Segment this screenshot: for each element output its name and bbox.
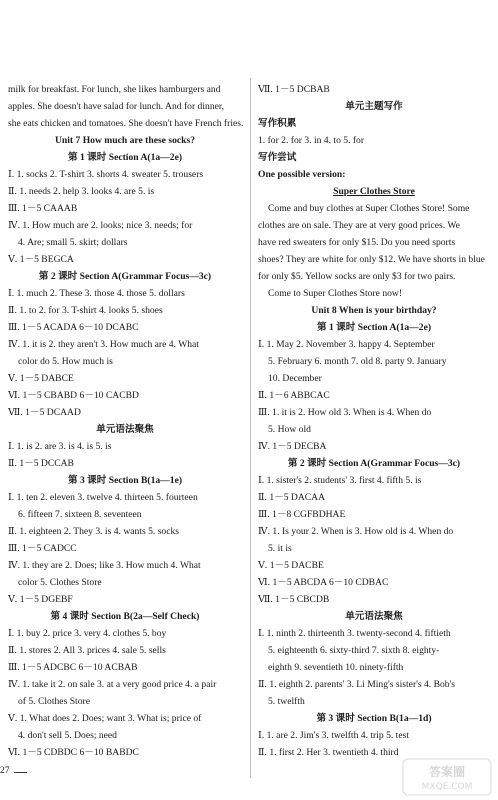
answer-line: Ⅴ. 1. What does 2. Does; want 3. What is; price of bbox=[8, 713, 202, 724]
answer-line: Ⅴ. 1－5 BEGCA bbox=[8, 254, 74, 265]
answer-line: Ⅰ. 1. socks 2. T-shirt 3. shorts 4. sweater 5. trousers bbox=[8, 169, 204, 180]
answer-line: Ⅲ. 1－5 CADCC bbox=[8, 543, 77, 554]
answer-line: 6. fifteen 7. sixteen 8. seventeen bbox=[18, 509, 142, 520]
answer-line: Ⅱ. 1. eighteen 2. They 3. is 4. wants 5. socks bbox=[8, 526, 180, 537]
essay-title: Super Clothes Store bbox=[333, 186, 415, 197]
sub-heading: 写作尝试 bbox=[258, 152, 297, 163]
essay-line: have red sweaters for only $15. Do you need sports bbox=[258, 237, 456, 248]
lesson-heading: 第 3 课时 Section B(1a—1d) bbox=[316, 713, 432, 724]
lesson-heading: 第 3 课时 Section B(1a—1e) bbox=[67, 475, 183, 486]
lesson-heading: 第 4 课时 Section B(2a—Self Check) bbox=[50, 611, 200, 622]
answer-line: Ⅳ. 1. it is 2. they aren't 3. How much are 4. What bbox=[8, 339, 199, 350]
essay-line: clothes are on sale. They are at very good prices. We bbox=[258, 220, 460, 231]
answer-line: Ⅴ. 1－5 DACBE bbox=[258, 560, 324, 571]
answer-line: Ⅰ. 1. ten 2. eleven 3. twelve 4. thirteen 5. fourteen bbox=[8, 492, 198, 503]
lesson-heading: 第 1 课时 Section A(1a—2e) bbox=[67, 152, 183, 163]
answer-line: Ⅵ. 1－5 CDBDC 6－10 BABDC bbox=[8, 747, 139, 758]
svg-text:答案圈: 答案圈 bbox=[428, 765, 466, 779]
page-number: 27 bbox=[0, 765, 10, 776]
answer-line: Ⅰ. 1. much 2. These 3. those 4. those 5. dollars bbox=[8, 288, 185, 299]
section-heading: 单元语法聚焦 bbox=[96, 424, 154, 435]
essay-line: shoes? They are white for only $12. We have shorts in blue bbox=[258, 254, 485, 265]
answer-line: Ⅰ. 1. are 2. Jim's 3. twelfth 4. trip 5. test bbox=[258, 730, 410, 741]
text-line: she eats chicken and tomatoes. She doesn't have French fries. bbox=[8, 118, 244, 129]
answer-line: Ⅳ. 1. they are 2. Does; like 3. How much 4. What bbox=[8, 560, 201, 571]
answer-line: Ⅳ. 1. How much are 2. looks; nice 3. needs; for bbox=[8, 220, 193, 231]
answer-line: Ⅲ. 1－5 ADCBC 6－10 ACBAB bbox=[8, 662, 138, 673]
answer-line: Ⅱ. 1. needs 2. help 3. looks 4. are 5. is bbox=[8, 186, 155, 197]
sub-heading: One possible version: bbox=[258, 169, 346, 180]
answer-line: Ⅲ. 1. it is 2. How old 3. When is 4. When do bbox=[258, 407, 432, 418]
answer-line: 4. Are; small 5. skirt; dollars bbox=[18, 237, 128, 248]
answer-line: 10. December bbox=[268, 373, 322, 384]
answer-line: Ⅶ. 1－5 DCAAD bbox=[8, 407, 81, 418]
answer-line: of 5. Clothes Store bbox=[18, 696, 90, 707]
essay-line: Come to Super Clothes Store now! bbox=[268, 288, 403, 299]
answer-line: Ⅳ. 1－5 DECBA bbox=[258, 441, 327, 452]
answer-line: Ⅴ. 1－5 DGEBF bbox=[8, 594, 73, 605]
answer-line: Ⅱ. 1. to 2. for 3. T-shirt 4. looks 5. shoes bbox=[8, 305, 163, 316]
answer-line: Ⅰ. 1. ninth 2. thirteenth 3. twenty-second 4. fiftieth bbox=[258, 628, 451, 639]
answer-line: Ⅲ. 1－5 CAAAB bbox=[8, 203, 78, 214]
essay-line: for only $5. Yellow socks are only $3 for two pairs. bbox=[258, 271, 456, 282]
answer-line: Ⅲ. 1－8 CGFBDHAE bbox=[258, 509, 346, 520]
text-line: apples. She doesn't have salad for lunch. And for dinner, bbox=[8, 101, 225, 112]
answer-line: color do 5. How much is bbox=[18, 356, 113, 367]
answer-line: Ⅶ. 1－5 CBCDB bbox=[258, 594, 330, 605]
sub-heading: 写作积累 bbox=[258, 118, 297, 129]
answer-line: 5. eighteenth 6. sixty-third 7. sixth 8. eighty- bbox=[268, 645, 440, 656]
lesson-heading: 第 1 课时 Section A(1a—2e) bbox=[316, 322, 432, 333]
answer-line: 5. How old bbox=[268, 424, 311, 435]
lesson-heading: 第 2 课时 Section A(Grammar Focus—3c) bbox=[38, 271, 212, 282]
answer-line: color 5. Clothes Store bbox=[18, 577, 102, 588]
page-number-rule bbox=[14, 772, 27, 773]
answer-line: eighth 9. seventieth 10. ninety-fifth bbox=[268, 662, 404, 673]
lesson-heading: 第 2 课时 Section A(Grammar Focus—3c) bbox=[287, 458, 461, 469]
answer-line: Ⅱ. 1. first 2. Her 3. twentieth 4. third bbox=[258, 747, 399, 758]
watermark-graphic bbox=[402, 758, 492, 796]
answer-line: Ⅶ. 1－5 DCBAB bbox=[258, 84, 330, 95]
essay-line: Come and buy clothes at Super Clothes Store! Some bbox=[268, 203, 470, 214]
answer-line: Ⅰ. 1. is 2. are 3. is 4. is 5. is bbox=[8, 441, 112, 452]
answer-line: Ⅳ. 1. Is your 2. When is 3. How old is 4. When do bbox=[258, 526, 454, 537]
answer-line: Ⅴ. 1－5 DABCE bbox=[8, 373, 74, 384]
answer-line: 5. twelfth bbox=[268, 696, 305, 707]
answer-line: Ⅵ. 1－5 ABCDA 6－10 CDBAC bbox=[258, 577, 389, 588]
text-line: milk for breakfast. For lunch, she likes hamburgers and bbox=[8, 84, 221, 95]
unit-heading: Unit 8 When is your birthday? bbox=[311, 305, 437, 316]
answer-line: 1. for 2. for 3. in 4. to 5. for bbox=[258, 135, 365, 146]
answer-line: Ⅱ. 1－5 DCCAB bbox=[8, 458, 74, 469]
answer-line: Ⅵ. 1－5 CBABD 6－10 CACBD bbox=[8, 390, 139, 401]
answer-line: Ⅱ. 1－5 DACAA bbox=[258, 492, 326, 503]
unit-heading: Unit 7 How much are these socks? bbox=[55, 135, 195, 146]
answer-line: Ⅰ. 1. sister's 2. students' 3. first 4. fifth 5. is bbox=[258, 475, 422, 486]
answer-line: 5. February 6. month 7. old 8. party 9. January bbox=[268, 356, 447, 367]
answer-line: Ⅱ. 1－6 ABBCAC bbox=[258, 390, 330, 401]
answer-line: Ⅳ. 1. take it 2. on sale 3. at a very good price 4. a pair bbox=[8, 679, 217, 690]
svg-text:MXQE.COM: MXQE.COM bbox=[421, 782, 473, 792]
answer-line: Ⅰ. 1. May 2. November 3. happy 4. September bbox=[258, 339, 435, 350]
answer-line: 4. don't sell 5. Does; need bbox=[18, 730, 117, 741]
answer-line: Ⅱ. 1. eighth 2. parents' 3. Li Ming's sister's 4. Bob's bbox=[258, 679, 456, 690]
column-divider bbox=[250, 78, 251, 778]
answer-line: Ⅱ. 1. stores 2. All 3. prices 4. sale 5. sells bbox=[8, 645, 166, 656]
section-heading: 单元主题写作 bbox=[345, 101, 403, 112]
watermark-logo bbox=[402, 758, 492, 796]
answer-line: Ⅰ. 1. buy 2. price 3. very 4. clothes 5. boy bbox=[8, 628, 167, 639]
answer-line: Ⅲ. 1－5 ACADA 6－10 DCABC bbox=[8, 322, 139, 333]
section-heading: 单元语法聚焦 bbox=[345, 611, 403, 622]
answer-line: 5. it is bbox=[268, 543, 292, 554]
